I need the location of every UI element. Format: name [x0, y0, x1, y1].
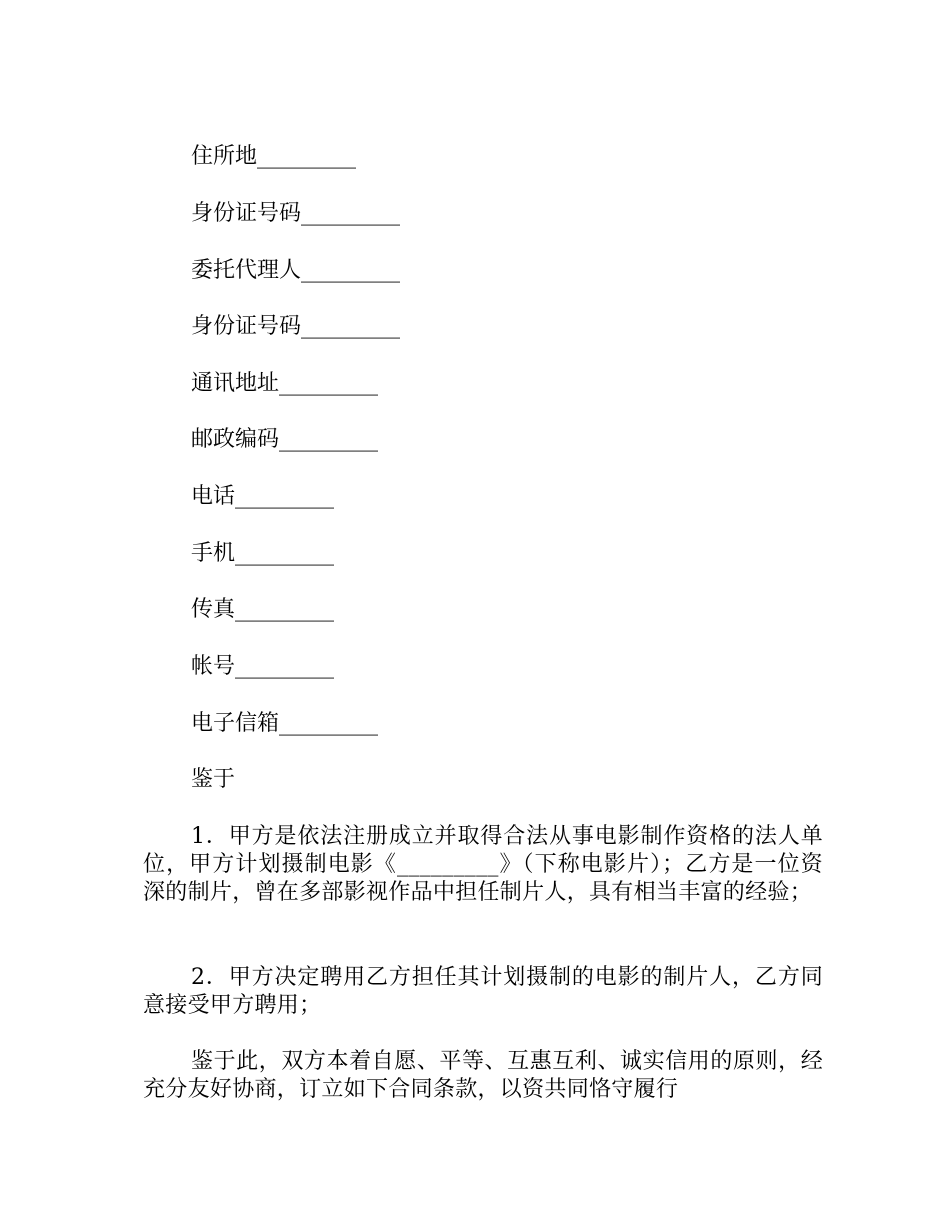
field-account: 帐号_________: [191, 654, 335, 679]
field-address: 通讯地址_________: [191, 371, 379, 396]
paragraph-3: 鉴于此，双方本着自愿、平等、互惠互利、诚实信用的原则，经充分友好协商，订立如下合同条款，以资共同恪守履行: [143, 1049, 823, 1102]
field-agent-id-number: 身份证号码_________: [191, 314, 401, 339]
field-email: 电子信箱_________: [191, 711, 379, 736]
paragraph-1: 1．甲方是依法注册成立并取得合法从事电影制作资格的法人单位，甲方计划摄制电影《_________》（下称电影片）；乙方是一位资深的制片，曾在多部影视作品中担任制片人，具有相当丰富的经验；: [143, 824, 823, 905]
field-agent: 委托代理人_________: [191, 258, 401, 283]
field-postal-code: 邮政编码_________: [191, 427, 379, 452]
whereas-heading: 鉴于: [191, 767, 236, 792]
field-mobile: 手机_________: [191, 541, 335, 566]
field-residence: 住所地_________: [191, 144, 357, 169]
field-fax: 传真_________: [191, 597, 335, 622]
field-id-number: 身份证号码_________: [191, 201, 401, 226]
paragraph-2: 2．甲方决定聘用乙方担任其计划摄制的电影的制片人，乙方同意接受甲方聘用；: [143, 965, 823, 1018]
field-phone: 电话_________: [191, 484, 335, 509]
